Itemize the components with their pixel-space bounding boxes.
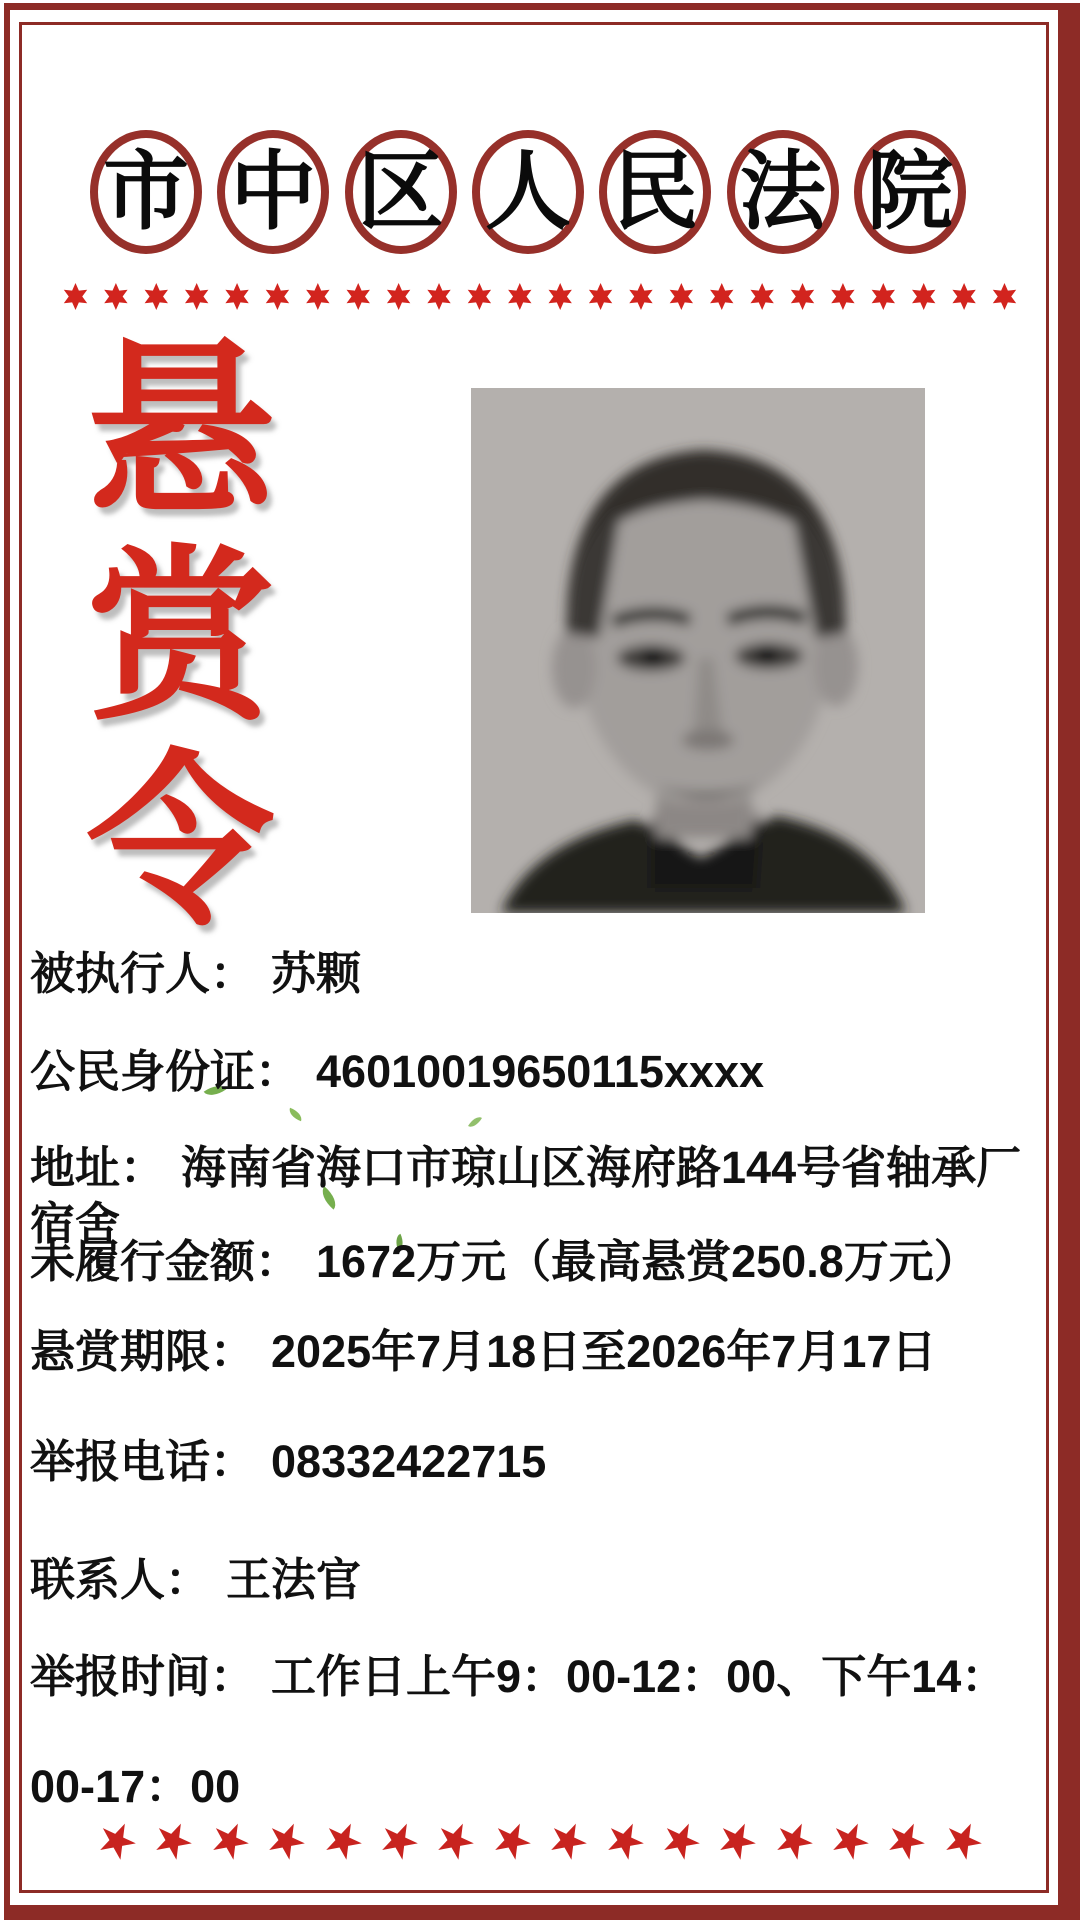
field-unfulfilled-amount xyxy=(30,1234,1056,1290)
star-icon xyxy=(991,283,1018,310)
leaf-icon xyxy=(287,1108,304,1122)
court-char-circle xyxy=(345,130,457,254)
star-icon xyxy=(466,283,493,310)
title-char: 悬 xyxy=(86,327,275,537)
court-char: 人 xyxy=(484,144,571,240)
star-icon xyxy=(426,283,453,310)
star-icon xyxy=(749,283,776,310)
star-icon xyxy=(587,283,614,310)
star-icon xyxy=(102,283,129,310)
star-icon xyxy=(224,283,251,310)
star-icon xyxy=(885,1820,927,1862)
field-value: 46010019650115xxxx xyxy=(316,1046,765,1097)
court-char-circle xyxy=(217,130,329,254)
star-icon xyxy=(708,283,735,310)
star-icon xyxy=(378,1820,420,1862)
court-char-circle xyxy=(854,130,966,254)
field-value: 海南省海口市琼山区海府路144号省轴承厂宿舍 xyxy=(30,1142,1022,1250)
star-icon xyxy=(265,1820,307,1862)
star-icon xyxy=(345,283,372,310)
star-icon xyxy=(716,1820,758,1862)
court-char-circle xyxy=(472,130,584,254)
field-value: 苏颗 xyxy=(271,948,362,999)
field-value: 2025年7月18日至2026年7月17日 xyxy=(271,1326,937,1377)
court-char-circle xyxy=(90,130,202,254)
field-label: 举报电话： xyxy=(30,1436,256,1487)
star-icon xyxy=(434,1820,476,1862)
field-label: 悬赏期限： xyxy=(30,1326,256,1377)
star-icon xyxy=(870,283,897,310)
field-reward-period xyxy=(30,1324,1056,1380)
court-char-circle xyxy=(727,130,839,254)
court-char: 法 xyxy=(739,144,826,240)
star-icon xyxy=(789,283,816,310)
field-report-phone xyxy=(30,1434,1056,1490)
title-char: 令 xyxy=(86,737,275,947)
star-icon xyxy=(264,283,291,310)
star-icon xyxy=(660,1820,702,1862)
field-label: 举报时间： xyxy=(30,1651,256,1702)
star-icon xyxy=(910,283,937,310)
field-report-time xyxy=(30,1622,1056,1842)
star-icon xyxy=(773,1820,815,1862)
reward-order-title xyxy=(78,327,283,947)
portrait-photo-graphic xyxy=(471,388,925,913)
star-icon xyxy=(96,1820,138,1862)
title-char: 赏 xyxy=(86,532,275,742)
court-char: 院 xyxy=(866,144,953,240)
star-icon xyxy=(547,1820,589,1862)
field-value: 王法官 xyxy=(226,1554,362,1605)
star-icon xyxy=(942,1820,984,1862)
court-char: 市 xyxy=(103,144,189,240)
star-icon xyxy=(152,1820,194,1862)
star-icon xyxy=(603,1820,645,1862)
field-label: 联系人： xyxy=(30,1554,211,1605)
field-value: 1672万元（最高悬赏250.8万元） xyxy=(316,1236,979,1287)
star-icon xyxy=(627,283,654,310)
court-name-row xyxy=(90,130,966,254)
leaf-icon xyxy=(468,1114,482,1130)
star-icon xyxy=(183,283,210,310)
field-executed-person xyxy=(30,946,1056,1002)
star-icon xyxy=(209,1820,251,1862)
star-icon xyxy=(491,1820,533,1862)
star-icon xyxy=(951,283,978,310)
star-divider-top xyxy=(62,283,1018,310)
star-icon xyxy=(143,283,170,310)
court-char: 区 xyxy=(357,144,444,240)
star-icon xyxy=(829,283,856,310)
star-icon xyxy=(321,1820,363,1862)
field-value: 工作日上午9：00-12：00、下午14：00-17：00 xyxy=(30,1651,1007,1812)
star-icon xyxy=(62,283,89,310)
court-char: 中 xyxy=(230,144,317,240)
court-char-circle xyxy=(599,130,711,254)
star-icon xyxy=(506,283,533,310)
field-value: 08332422715 xyxy=(271,1436,547,1487)
field-contact-person xyxy=(30,1552,1056,1608)
star-icon xyxy=(547,283,574,310)
field-label: 公民身份证： xyxy=(30,1046,301,1097)
star-icon xyxy=(304,283,331,310)
field-label: 被执行人： xyxy=(30,948,256,999)
star-icon xyxy=(385,283,412,310)
court-char: 民 xyxy=(612,144,699,240)
field-id-number xyxy=(30,1044,1056,1100)
star-divider-bottom xyxy=(98,1822,982,1860)
star-icon xyxy=(829,1820,871,1862)
field-label: 未履行金额： xyxy=(30,1236,301,1287)
field-label: 地址： xyxy=(30,1142,166,1193)
suspect-photo xyxy=(471,388,925,913)
star-icon xyxy=(668,283,695,310)
